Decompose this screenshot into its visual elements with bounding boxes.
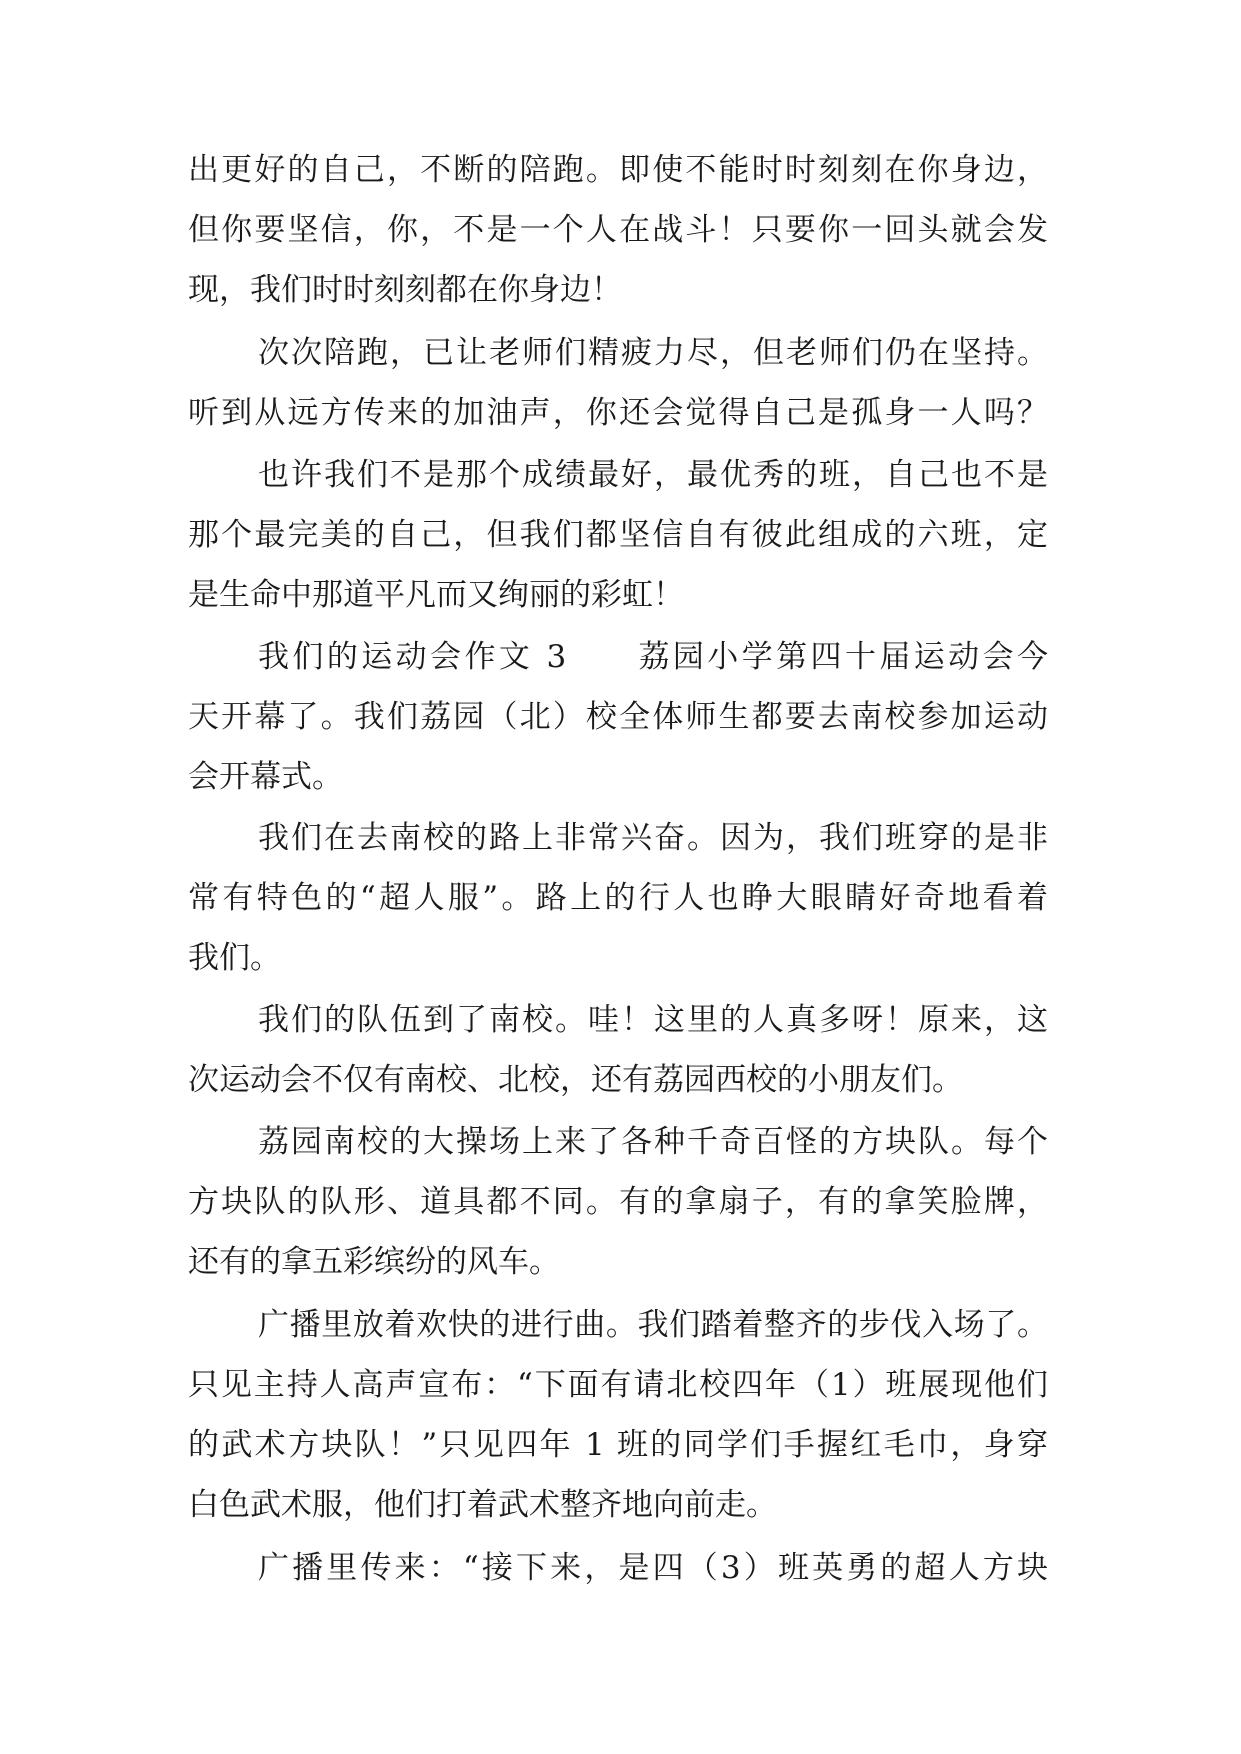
text-line: 次运动会不仅有南校、北校，还有荔园西校的小朋友们。 (188, 1062, 963, 1098)
text-line: 荔园南校的大操场上来了各种千奇百怪的方块队。每个 (258, 1124, 1048, 1160)
text-line: 现，我们时时刻刻都在你身边！ (188, 272, 622, 308)
text-line: 出更好的自己，不断的陪跑。即使不能时时刻刻在你身边， (188, 152, 1048, 188)
text-line: 广播里放着欢快的进行曲。我们踏着整齐的步伐入场了。 (258, 1307, 1048, 1343)
text-line: 会开幕式。 (188, 759, 343, 795)
text-line: 广播里传来：“接下来，是四（3）班英勇的超人方块 (258, 1550, 1048, 1586)
text-line: 但你要坚信，你，不是一个人在战斗！只要你一回头就会发 (188, 212, 1048, 248)
text-line: 是生命中那道平凡而又绚丽的彩虹！ (188, 577, 684, 613)
text-line: 白色武术服，他们打着武术整齐地向前走。 (188, 1487, 777, 1523)
text-line: 的武术方块队！”只见四年 1 班的同学们手握红毛巾，身穿 (188, 1427, 1048, 1463)
text-line: 我们的运动会作文 3 荔园小学第四十届运动会今 (258, 639, 1048, 675)
text-line: 我们的队伍到了南校。哇！这里的人真多呀！原来，这 (258, 1002, 1048, 1038)
text-line: 也许我们不是那个成绩最好，最优秀的班，自己也不是 (258, 457, 1048, 493)
text-line: 天开幕了。我们荔园（北）校全体师生都要去南校参加运动 (188, 699, 1048, 735)
text-line: 还有的拿五彩缤纷的风车。 (188, 1244, 560, 1280)
text-line: 我们在去南校的路上非常兴奋。因为，我们班穿的是非 (258, 820, 1048, 856)
text-line: 常有特色的“超人服”。路上的行人也睁大眼睛好奇地看着 (188, 880, 1048, 916)
text-line: 只见主持人高声宣布：“下面有请北校四年（1）班展现他们 (188, 1367, 1048, 1403)
text-line: 次次陪跑，已让老师们精疲力尽，但老师们仍在坚持。 (258, 335, 1048, 371)
text-line: 那个最完美的自己，但我们都坚信自有彼此组成的六班，定 (188, 517, 1048, 553)
text-line: 我们。 (188, 940, 281, 976)
text-line: 方块队的队形、道具都不同。有的拿扇子，有的拿笑脸牌， (188, 1184, 1048, 1220)
text-line: 听到从远方传来的加油声，你还会觉得自己是孤身一人吗？ (188, 395, 1048, 431)
